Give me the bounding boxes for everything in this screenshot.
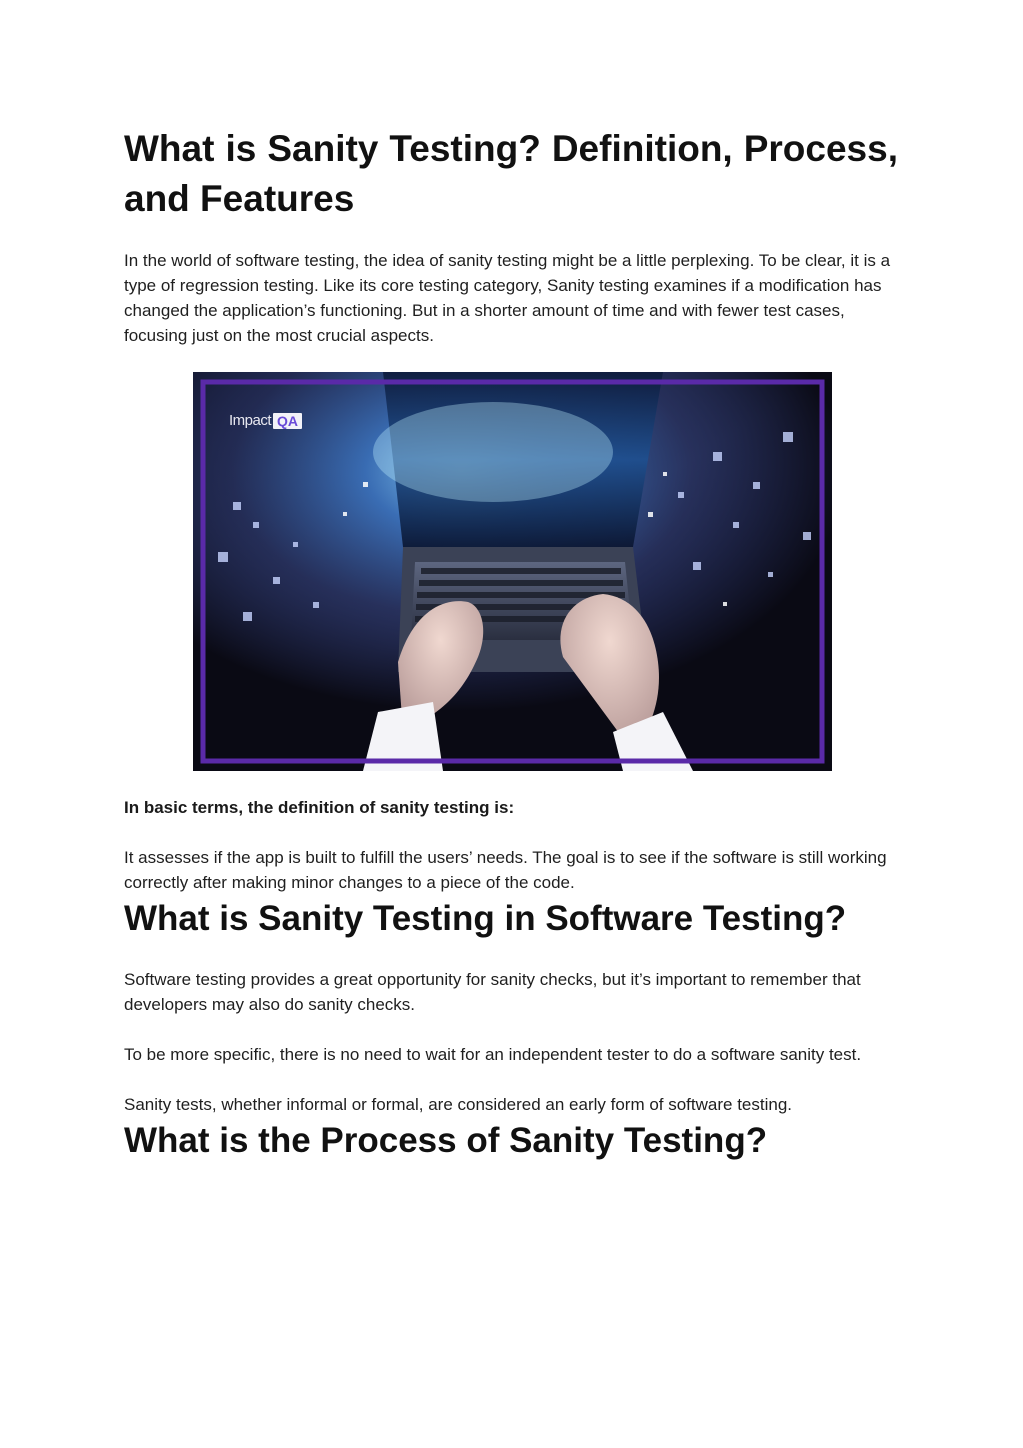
section-1-paragraph-1: Software testing provides a great opportunity for sanity checks, but it’s important to remember that developers may also do sanity checks. (124, 970, 861, 1014)
section-1-paragraph-3: Sanity tests, whether informal or formal, are considered an early form of software testing. (124, 1095, 793, 1114)
section-heading-sanity-in-software-testing: What is Sanity Testing in Software Testing? (124, 899, 847, 938)
article-body (124, 124, 898, 1165)
article-title: What is Sanity Testing? Definition, Process, and Features (124, 128, 898, 219)
definition-heading: In basic terms, the definition of sanity testing is: (124, 798, 515, 817)
impactqa-logo (229, 412, 302, 429)
hero-image (193, 372, 832, 771)
section-1-paragraph-2: To be more specific, there is no need to wait for an independent tester to do a software sanity test. (124, 1045, 862, 1064)
logo-mark: QA (273, 413, 302, 429)
logo-word: Impact (229, 412, 272, 429)
laptop-illustration (193, 372, 832, 771)
intro-paragraph: In the world of software testing, the idea of sanity testing might be a little perplexing. To be clear, it is a type of regression testing. Like its core testing category, Sanity testing examines if a modification has changed the application’s functioning. But in a shorter amount of time and with fewer test cases, focusing just on the most crucial aspects. (124, 251, 891, 345)
section-heading-process: What is the Process of Sanity Testing? (124, 1121, 768, 1160)
definition-text: It assesses if the app is built to fulfill the users’ needs. The goal is to see if the software is still working correctly after making minor changes to a piece of the code. (124, 848, 887, 892)
